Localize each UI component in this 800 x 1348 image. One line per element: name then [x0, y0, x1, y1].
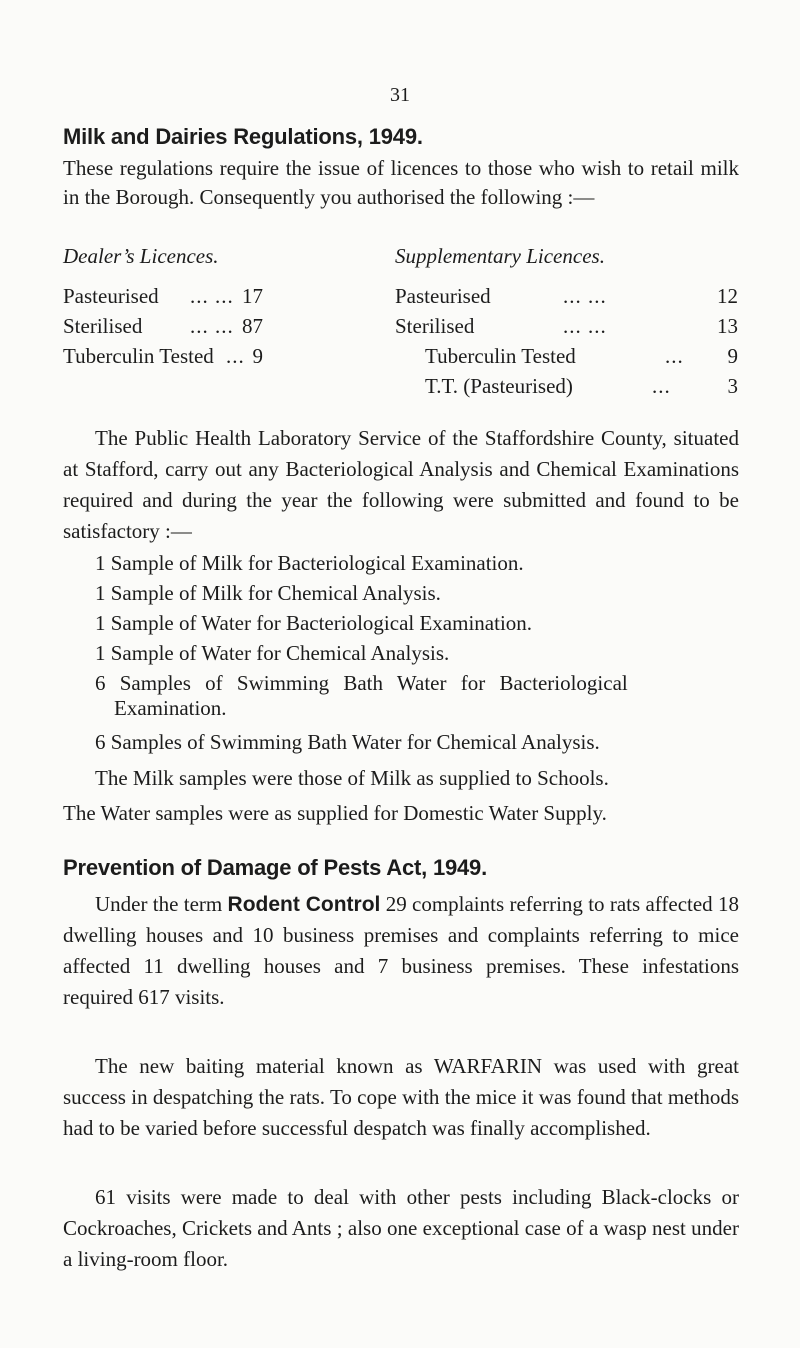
rodent-control-text-after: 29 complaints referring to rats affected 18 dwelling houses and 10 business premises and complaints referring to mice affected 11 dwelling houses and 7 business premises. These infestations required 617 visits.: [63, 892, 739, 1009]
supplementary-row-value: 9: [727, 344, 738, 368]
dealers-row-dots: ...: [226, 344, 245, 368]
dealers-row-value: 87: [242, 314, 263, 338]
sample-list-item-continuation: Examination.: [114, 696, 227, 720]
milk-regulations-heading: Milk and Dairies Regulations, 1949.: [63, 124, 423, 149]
supplementary-row-dots: ... ...: [563, 314, 607, 338]
supplementary-row-label: T.T. (Pasteurised): [425, 374, 573, 398]
dealers-row-label: Sterilised: [63, 314, 143, 338]
sample-list-item: 1 Sample of Water for Chemical Analysis.: [95, 641, 450, 665]
sample-list-item: 1 Sample of Water for Bacteriological Examination.: [95, 611, 533, 635]
sample-list-item: 1 Sample of Milk for Chemical Analysis.: [95, 581, 441, 605]
sample-list-item: 6 Samples of Swimming Bath Water for Bacteriological: [95, 671, 628, 695]
sample-list-item: 1 Sample of Milk for Bacteriological Examination.: [95, 551, 524, 575]
pests-act-heading: Prevention of Damage of Pests Act, 1949.: [63, 855, 487, 880]
warfarin-paragraph: The new baiting material known as WARFARIN was used with great success in despatching the rats. To cope with the mice it was found that methods had to be varied before successful despatch was finally accomplished.: [63, 1054, 739, 1140]
sample-list-item: 6 Samples of Swimming Bath Water for Chemical Analysis.: [95, 730, 600, 754]
supplementary-row-dots: ...: [652, 374, 671, 398]
supplementary-row-label: Sterilised: [395, 314, 475, 338]
rodent-control-term: Rodent Control: [227, 893, 381, 916]
laboratory-paragraph: The Public Health Laboratory Service of the Staffordshire County, situated at Stafford, carry out any Bacteriological Analysis and Chemical Examinations required and during the year the following were submitted and found to be satisfactory :—: [63, 426, 739, 543]
supplementary-row-value: 13: [717, 314, 738, 338]
rodent-control-paragraph: [63, 889, 739, 1013]
dealers-row-value: 9: [252, 344, 263, 368]
supplementary-row-dots: ...: [665, 344, 684, 368]
supplementary-row-label: Tuberculin Tested: [425, 344, 576, 368]
dealers-row-dots: ... ...: [190, 314, 234, 338]
dealers-row-label: Tuberculin Tested: [63, 344, 214, 368]
dealers-licences-title: Dealer’s Licences.: [63, 244, 219, 268]
supplementary-row-value: 3: [727, 374, 738, 398]
milk-intro-paragraph: These regulations require the issue of licences to those who wish to retail milk in the Borough. Consequently you authorised the following :—: [63, 156, 739, 209]
supplementary-row-dots: ... ...: [563, 284, 607, 308]
water-samples-note: The Water samples were as supplied for Domestic Water Supply.: [63, 801, 607, 825]
dealers-row-label: Pasteurised: [63, 284, 159, 308]
milk-samples-note: The Milk samples were those of Milk as supplied to Schools.: [95, 766, 609, 790]
supplementary-licences-title: Supplementary Licences.: [395, 244, 605, 268]
other-pests-paragraph: 61 visits were made to deal with other pests including Black-clocks or Cockroaches, Crickets and Ants ; also one exceptional case of a wasp nest under a living-room floor.: [63, 1185, 739, 1271]
dealers-row-dots: ... ...: [190, 284, 234, 308]
supplementary-row-value: 12: [717, 284, 738, 308]
rodent-control-text-before: Under the term: [95, 892, 228, 916]
page-number: 31: [390, 84, 410, 106]
supplementary-row-label: Pasteurised: [395, 284, 491, 308]
dealers-row-value: 17: [242, 284, 263, 308]
